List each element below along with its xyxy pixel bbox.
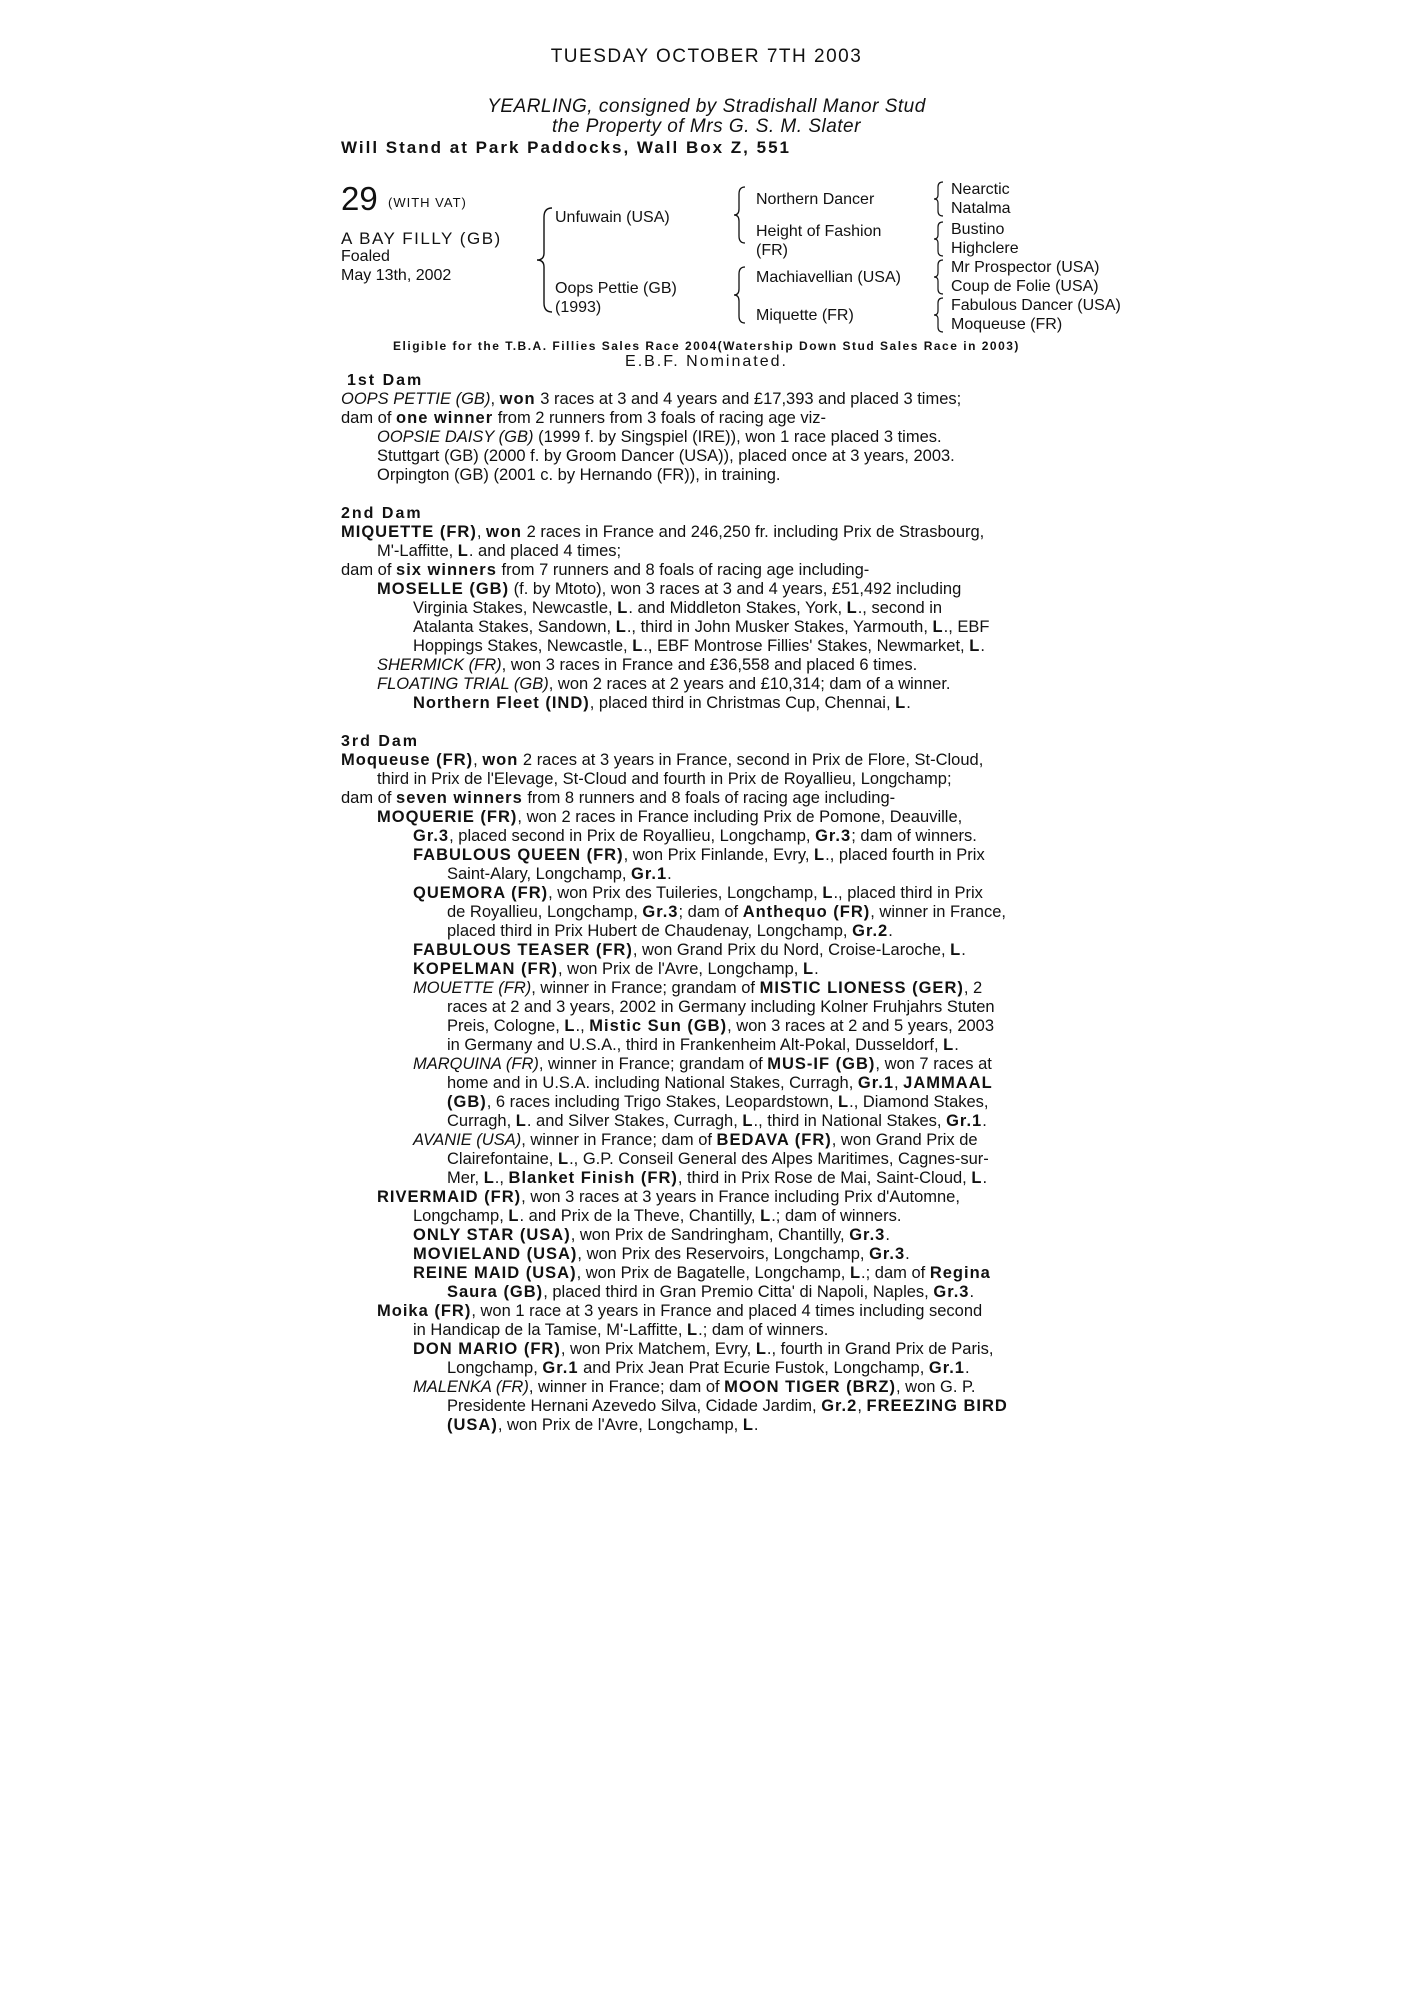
line-text: , won Prix de l'Avre, Longchamp, — [497, 1416, 743, 1434]
emphasis-text: Moqueuse (FR) — [341, 751, 474, 769]
line-text: Hoppings Stakes, Newcastle, — [413, 637, 633, 655]
family-line — [341, 580, 1081, 599]
family-line — [341, 808, 1081, 827]
line-text: , placed second in Prix de Royallieu, Longchamp, — [449, 827, 816, 845]
line-text: , won 7 races at — [875, 1055, 992, 1073]
family-line — [341, 1359, 1081, 1378]
family-line — [341, 884, 1081, 903]
line-text: . — [982, 1112, 987, 1130]
emphasis-text: L — [895, 694, 907, 712]
line-text: . — [905, 1245, 910, 1263]
family-line — [341, 827, 1081, 846]
line-text: .; dam of winners. — [771, 1207, 902, 1225]
line-text: , won 1 race at 3 years in France and placed 4 times including second — [471, 1302, 983, 1320]
emphasis-text: Gr.3 — [933, 1283, 970, 1301]
emphasis-text: Gr.1 — [946, 1112, 983, 1130]
section-spacer — [341, 713, 1081, 732]
pedigree-brace-sire — [731, 185, 749, 245]
line-text: ., — [575, 1017, 590, 1035]
line-text: (1999 f. by Singspiel (IRE)), won 1 race placed 3 times. — [533, 428, 942, 446]
family-line — [341, 1302, 1081, 1321]
line-text: , won 3 races at 3 years in France including Prix d'Automne, — [521, 1188, 960, 1206]
family-line — [341, 1226, 1081, 1245]
line-text: , won Prix de Bagatelle, Longchamp, — [576, 1264, 850, 1282]
family-line — [341, 1074, 1081, 1093]
family-line — [341, 1150, 1081, 1169]
section-heading — [341, 504, 1081, 523]
eligibility-note: Eligible for the T.B.A. Fillies Sales Race 2004(Watership Down Stud Sales Race in 2003) — [393, 339, 1020, 353]
ped-sdd: Highclere — [951, 240, 1019, 257]
emphasis-text: Gr.2 — [852, 922, 889, 940]
emphasis-text: Gr.1 — [857, 1074, 894, 1092]
emphasis-text: REINE MAID (USA) — [413, 1264, 577, 1282]
ped-dsd: Coup de Folie (USA) — [951, 278, 1099, 295]
family-line — [341, 922, 1081, 941]
family-line — [341, 1169, 1081, 1188]
italic-text: AVANIE (USA) — [413, 1131, 522, 1149]
family-line — [341, 542, 1081, 561]
family-line — [341, 1207, 1081, 1226]
emphasis-text: (USA) — [447, 1416, 498, 1434]
line-text: and Prix Jean Prat Ecurie Fustok, Longchamp, — [578, 1359, 929, 1377]
emphasis-text: seven winners — [396, 789, 523, 807]
line-text: .; dam of winners. — [698, 1321, 829, 1339]
line-text: , winner in France; grandam of — [538, 1055, 768, 1073]
family-line — [341, 1245, 1081, 1264]
ped-dam-sire: Machiavellian (USA) — [756, 269, 901, 286]
line-text: , won 3 races at 2 and 5 years, 2003 — [727, 1017, 995, 1035]
line-text: , won Grand Prix de — [831, 1131, 978, 1149]
line-text: dam of — [341, 409, 397, 427]
family-line — [341, 523, 1081, 542]
family-line — [341, 675, 1081, 694]
family-line — [341, 1131, 1081, 1150]
family-line — [341, 390, 1081, 409]
line-text: 1st Dam — [347, 372, 424, 389]
emphasis-text: L — [615, 618, 627, 636]
line-text: , won Prix Matchem, Evry, — [560, 1340, 756, 1358]
line-text: , won 3 races in France and £36,558 and placed 6 times. — [501, 656, 918, 674]
line-text: , winner in France, — [870, 903, 1006, 921]
emphasis-text: L — [971, 1169, 983, 1187]
line-text: , won Prix des Tuileries, Longchamp, — [548, 884, 823, 902]
emphasis-text: Gr.3 — [869, 1245, 906, 1263]
family-line — [341, 1397, 1081, 1416]
family-line — [341, 1093, 1081, 1112]
family-line — [341, 1264, 1081, 1283]
family-line — [341, 960, 1081, 979]
emphasis-text: Gr.1 — [631, 865, 668, 883]
stand-location: Will Stand at Park Paddocks, Wall Box Z, 551 — [341, 138, 791, 157]
ped-ddd: Moqueuse (FR) — [951, 316, 1063, 333]
emphasis-text: Gr.1 — [542, 1359, 579, 1377]
consignor-line: YEARLING, consigned by Stradishall Manor Stud — [487, 96, 926, 117]
family-line — [341, 998, 1081, 1017]
ped-sss: Nearctic — [951, 181, 1010, 198]
section-heading — [341, 371, 1081, 390]
line-text: . and Silver Stakes, Curragh, — [526, 1112, 743, 1130]
line-text: 2 races in France and 246,250 fr. including Prix de Strasbourg, — [522, 523, 985, 541]
ped-dam: Oops Pettie (GB) — [555, 280, 677, 297]
line-text: , placed third in Christmas Cup, Chennai, — [589, 694, 896, 712]
line-text: from 7 runners and 8 foals of racing age including- — [496, 561, 870, 579]
emphasis-text: Anthequo (FR) — [742, 903, 871, 921]
line-text: ., Diamond Stakes, — [849, 1093, 989, 1111]
emphasis-text: L — [943, 1036, 955, 1054]
emphasis-text: L — [632, 637, 644, 655]
line-text: dam of — [341, 789, 397, 807]
italic-text: FLOATING TRIAL (GB) — [377, 675, 549, 693]
family-line — [341, 656, 1081, 675]
line-text: , winner in France; dam of — [521, 1131, 717, 1149]
ped-sds: Bustino — [951, 221, 1005, 238]
family-line — [341, 428, 1081, 447]
line-text: ., second in — [857, 599, 943, 617]
emphasis-text: (GB) — [447, 1093, 487, 1111]
line-text: , 2 — [963, 979, 983, 997]
italic-text: MOUETTE (FR) — [413, 979, 532, 997]
line-text: . — [964, 1359, 970, 1377]
line-text: .; dam of — [861, 1264, 930, 1282]
line-text: , — [894, 1074, 904, 1092]
emphasis-text: won — [482, 751, 519, 769]
emphasis-text: MIQUETTE (FR) — [341, 523, 477, 541]
emphasis-text: L — [564, 1017, 576, 1035]
line-text: 2 races at 3 years in France, second in Prix de Flore, St-Cloud, — [518, 751, 984, 769]
line-text: from 8 runners and 8 foals of racing age including- — [522, 789, 896, 807]
line-text: . — [980, 637, 985, 655]
emphasis-text: L — [802, 960, 815, 978]
line-text: Atalanta Stakes, Sandown, — [413, 618, 616, 636]
family-line — [341, 903, 1081, 922]
emphasis-text: L — [822, 884, 834, 902]
emphasis-text: JAMMAAL — [903, 1074, 993, 1092]
line-text: , won Prix de l'Avre, Longchamp, — [557, 960, 803, 978]
vat-note: (WITH VAT) — [388, 195, 467, 210]
line-text: Presidente Hernani Azevedo Silva, Cidade Jardim, — [447, 1397, 822, 1415]
emphasis-text: Regina — [929, 1264, 991, 1282]
ped-sire-dam: Height of Fashion — [756, 223, 882, 240]
emphasis-text: MISTIC LIONESS (GER) — [759, 979, 964, 997]
family-line — [341, 1112, 1081, 1131]
emphasis-text: Gr.3 — [642, 903, 679, 921]
emphasis-text: L — [814, 846, 826, 864]
line-text: . and placed 4 times; — [468, 542, 622, 560]
pedigree-brace-ss — [932, 180, 946, 218]
line-text: . — [906, 694, 911, 712]
italic-text: OOPSIE DAISY (GB) — [377, 428, 534, 446]
pedigree-brace-dam — [731, 265, 749, 325]
foaled-label: Foaled — [341, 248, 390, 265]
line-text: . — [753, 1416, 759, 1434]
emphasis-text: L — [838, 1093, 850, 1111]
ebf-nomination: E.B.F. Nominated. — [625, 353, 788, 370]
owner-line: the Property of Mrs G. S. M. Slater — [552, 116, 861, 137]
emphasis-text: FABULOUS QUEEN (FR) — [413, 846, 624, 864]
line-text: dam of — [341, 561, 397, 579]
emphasis-text: won — [499, 390, 536, 408]
family-line — [341, 1036, 1081, 1055]
line-text: ., third in National Stakes, — [753, 1112, 947, 1130]
emphasis-text: L — [508, 1207, 520, 1225]
line-text: , — [476, 523, 486, 541]
family-line — [341, 770, 1081, 789]
italic-text: MARQUINA (FR) — [413, 1055, 539, 1073]
line-text: , won Prix Finlande, Evry, — [623, 846, 815, 864]
family-line — [341, 409, 1081, 428]
ped-dds: Fabulous Dancer (USA) — [951, 297, 1121, 314]
line-text: ., EBF Montrose Fillies' Stakes, Newmarket, — [643, 637, 970, 655]
ped-dss: Mr Prospector (USA) — [951, 259, 1100, 276]
line-text: 3 races at 3 and 4 years and £17,393 and placed 3 times; — [535, 390, 962, 408]
emphasis-text: L — [742, 1416, 754, 1434]
emphasis-text: MOVIELAND (USA) — [413, 1245, 578, 1263]
line-text: . — [888, 922, 893, 940]
line-text: Curragh, — [447, 1112, 516, 1130]
emphasis-text: MOSELLE (GB) — [377, 580, 510, 598]
emphasis-text: MOON TIGER (BRZ) — [724, 1378, 896, 1396]
line-text: , won Prix de Sandringham, Chantilly, — [570, 1226, 850, 1244]
lot-number: 29 — [341, 180, 378, 217]
emphasis-text: L — [617, 599, 629, 617]
ped-sire-sire: Northern Dancer — [756, 191, 875, 208]
emphasis-text: BEDAVA (FR) — [716, 1131, 832, 1149]
emphasis-text: L — [457, 542, 469, 560]
family-line — [341, 789, 1081, 808]
family-line — [341, 979, 1081, 998]
line-text: , won Prix des Reservoirs, Longchamp, — [577, 1245, 870, 1263]
emphasis-text: QUEMORA (FR) — [413, 884, 549, 902]
emphasis-text: Saura (GB) — [447, 1283, 544, 1301]
family-details — [341, 371, 1081, 1435]
line-text: . — [954, 1036, 959, 1054]
emphasis-text: L — [846, 599, 858, 617]
section-heading — [341, 732, 1081, 751]
emphasis-text: L — [969, 637, 981, 655]
emphasis-text: Gr.3 — [849, 1226, 886, 1244]
emphasis-text: L — [932, 618, 944, 636]
line-text: (f. by Mtoto), won 3 races at 3 and 4 years, £51,492 including — [509, 580, 962, 598]
pedigree-brace-ds — [932, 258, 946, 296]
line-text: Clairefontaine, — [447, 1150, 558, 1168]
emphasis-text: L — [557, 1150, 570, 1168]
line-text: from 2 runners from 3 foals of racing age viz- — [493, 409, 827, 427]
line-text: Longchamp, — [413, 1207, 509, 1225]
emphasis-text: MUS-IF (GB) — [767, 1055, 876, 1073]
family-line — [341, 1378, 1081, 1397]
line-text: , won Grand Prix du Nord, Croise-Laroche, — [632, 941, 951, 959]
line-text: ., EBF — [943, 618, 990, 636]
line-text: , placed third in Gran Premio Citta' di Napoli, Naples, — [543, 1283, 934, 1301]
ped-sire: Unfuwain (USA) — [555, 209, 670, 226]
line-text: , won 2 races in France including Prix de Pomone, Deauville, — [517, 808, 963, 826]
line-text: 2nd Dam — [341, 505, 423, 522]
section-spacer — [341, 485, 1081, 504]
pedigree-brace-dd — [932, 296, 946, 334]
emphasis-text: Gr.3 — [413, 827, 450, 845]
emphasis-text: Blanket Finish (FR) — [508, 1169, 678, 1187]
emphasis-text: KOPELMAN (FR) — [413, 960, 558, 978]
italic-text: MALENKA (FR) — [413, 1378, 529, 1396]
line-text: ., — [494, 1169, 509, 1187]
line-text: . — [982, 1169, 988, 1187]
line-text: ; dam of — [678, 903, 743, 921]
line-text: Saint-Alary, Longchamp, — [447, 865, 632, 883]
family-line — [341, 846, 1081, 865]
emphasis-text: Gr.3 — [815, 827, 852, 845]
family-line — [341, 466, 1081, 485]
line-text: Longchamp, — [447, 1359, 543, 1377]
line-text: , 6 races including Trigo Stakes, Leopardstown, — [486, 1093, 839, 1111]
line-text: in Handicap de la Tamise, M'-Laffitte, — [413, 1321, 688, 1339]
line-text: ., placed third in Prix — [833, 884, 983, 902]
family-line — [341, 561, 1081, 580]
italic-text: SHERMICK (FR) — [377, 656, 502, 674]
italic-text: OOPS PETTIE (GB) — [341, 390, 491, 408]
horse-description: A BAY FILLY (GB) — [341, 229, 502, 248]
line-text: . — [961, 941, 966, 959]
family-line — [341, 1416, 1081, 1435]
line-text: third in Prix de l'Elevage, St-Cloud and fourth in Prix de Royallieu, Longchamp; — [377, 770, 952, 788]
ped-sire-dam-country: (FR) — [756, 242, 788, 259]
ped-dam-year: (1993) — [555, 299, 602, 316]
ped-ssd: Natalma — [951, 200, 1011, 217]
line-text: Orpington (GB) (2001 c. by Hernando (FR)), in training. — [377, 466, 781, 484]
line-text: , — [490, 390, 500, 408]
line-text: , won 2 races at 2 years and £10,314; dam of a winner. — [548, 675, 951, 693]
family-line — [341, 618, 1081, 637]
line-text: , third in Prix Rose de Mai, Saint-Cloud, — [677, 1169, 972, 1187]
line-text: Mer, — [447, 1169, 484, 1187]
ped-dam-dam: Miquette (FR) — [756, 307, 854, 324]
family-line — [341, 694, 1081, 713]
emphasis-text: ONLY STAR (USA) — [413, 1226, 571, 1244]
family-line — [341, 941, 1081, 960]
emphasis-text: Moika (FR) — [377, 1302, 472, 1320]
family-line — [341, 1055, 1081, 1074]
emphasis-text: L — [950, 941, 962, 959]
line-text: Preis, Cologne, — [447, 1017, 565, 1035]
line-text: home and in U.S.A. including National Stakes, Curragh, — [447, 1074, 858, 1092]
emphasis-text: Gr.1 — [928, 1359, 965, 1377]
emphasis-text: FABULOUS TEASER (FR) — [413, 941, 633, 959]
family-line — [341, 447, 1081, 466]
line-text: , — [857, 1397, 867, 1415]
family-line — [341, 1188, 1081, 1207]
family-line — [341, 1283, 1081, 1302]
family-line — [341, 1321, 1081, 1340]
line-text: in Germany and U.S.A., third in Frankenheim Alt-Pokal, Dusseldorf, — [447, 1036, 944, 1054]
line-text: , winner in France; dam of — [528, 1378, 725, 1396]
line-text: M'-Laffitte, — [377, 542, 458, 560]
emphasis-text: won — [486, 523, 522, 541]
line-text: races at 2 and 3 years, 2002 in Germany including Kolner Fruhjahrs Stuten — [447, 998, 995, 1016]
line-text: 3rd Dam — [341, 733, 420, 750]
family-line — [341, 1340, 1081, 1359]
emphasis-text: DON MARIO (FR) — [413, 1340, 561, 1358]
emphasis-text: one winner — [396, 409, 494, 427]
emphasis-text: L — [483, 1169, 495, 1187]
line-text: , winner in France; grandam of — [531, 979, 760, 997]
line-text: . — [814, 960, 819, 978]
family-line — [341, 865, 1081, 884]
line-text: ; dam of winners. — [851, 827, 977, 845]
emphasis-text: L — [760, 1207, 772, 1225]
emphasis-text: L — [687, 1321, 699, 1339]
line-text: . — [969, 1283, 975, 1301]
emphasis-text: L — [755, 1340, 767, 1358]
family-line — [341, 751, 1081, 770]
emphasis-text: Gr.2 — [821, 1397, 858, 1415]
emphasis-text: FREEZING BIRD — [866, 1397, 1008, 1415]
family-line — [341, 1017, 1081, 1036]
line-text: . — [885, 1226, 890, 1244]
line-text: , — [473, 751, 483, 769]
line-text: ., placed fourth in Prix — [825, 846, 985, 864]
line-text: Stuttgart (GB) (2000 f. by Groom Dancer (USA)), placed once at 3 years, 2003. — [377, 447, 955, 465]
emphasis-text: MOQUERIE (FR) — [377, 808, 518, 826]
line-text: placed third in Prix Hubert de Chaudenay, Longchamp, — [447, 922, 853, 940]
line-text: Virginia Stakes, Newcastle, — [413, 599, 618, 617]
foaled-date: May 13th, 2002 — [341, 267, 452, 284]
emphasis-text: six winners — [396, 561, 497, 579]
family-line — [341, 599, 1081, 618]
sale-date: TUESDAY OCTOBER 7TH 2003 — [550, 46, 863, 67]
line-text: ., third in John Musker Stakes, Yarmouth, — [626, 618, 933, 636]
family-line — [341, 637, 1081, 656]
line-text: ., fourth in Grand Prix de Paris, — [766, 1340, 994, 1358]
line-text: , won G. P. — [896, 1378, 976, 1396]
line-text: . and Middleton Stakes, York, — [628, 599, 847, 617]
line-text: ., G.P. Conseil General des Alpes Maritimes, Cagnes-sur- — [569, 1150, 989, 1168]
emphasis-text: RIVERMAID (FR) — [377, 1188, 522, 1206]
emphasis-text: L — [515, 1112, 527, 1130]
emphasis-text: Northern Fleet (IND) — [413, 694, 590, 712]
line-text: . — [667, 865, 672, 883]
line-text: de Royallieu, Longchamp, — [447, 903, 643, 921]
pedigree-brace-sd — [932, 220, 946, 258]
emphasis-text: Mistic Sun (GB) — [589, 1017, 728, 1035]
emphasis-text: L — [742, 1112, 754, 1130]
emphasis-text: L — [849, 1264, 862, 1282]
line-text: . and Prix de la Theve, Chantilly, — [519, 1207, 761, 1225]
